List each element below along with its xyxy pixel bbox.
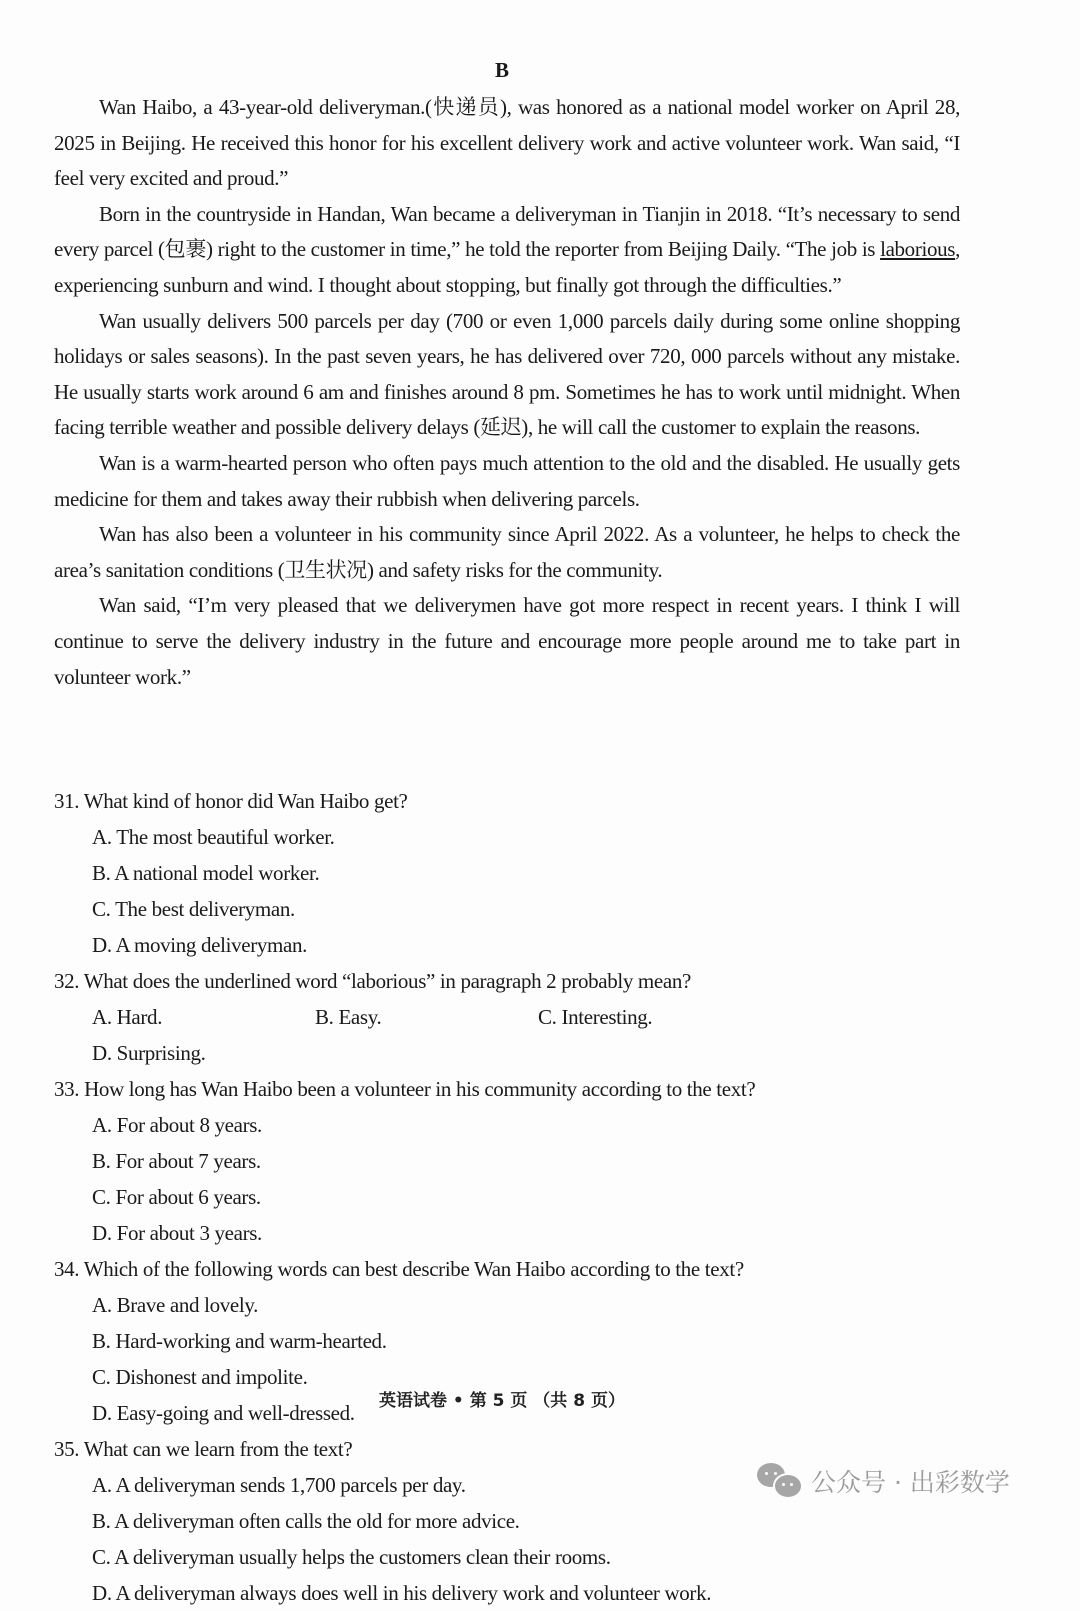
- underlined-word: laborious: [880, 237, 956, 262]
- paragraph-2: [54, 197, 960, 304]
- option-d: D. For about 3 years.: [92, 1221, 262, 1245]
- wechat-icon: [757, 1463, 803, 1499]
- question-32: [54, 963, 960, 1071]
- option-d: D. A deliveryman always does well in his delivery work and volunteer work.: [92, 1581, 712, 1605]
- options: [54, 999, 960, 1071]
- option-c: C. Dishonest and impolite.: [92, 1365, 308, 1389]
- paragraph-5: Wan has also been a volunteer in his community since April 2022. As a volunteer, he helps to check the area’s sanitation conditions (卫生状况) and safety risks for the community.: [54, 522, 960, 582]
- option-a: A. Hard.: [92, 1005, 163, 1029]
- option-b: B. Easy.: [315, 1005, 382, 1029]
- option-a: A. For about 8 years.: [92, 1113, 262, 1137]
- option-c: C. The best deliveryman.: [92, 897, 295, 921]
- options: [54, 1107, 960, 1251]
- option-c: C. A deliveryman usually helps the customers clean their rooms.: [92, 1545, 611, 1569]
- paragraph-6: Wan said, “I’m very pleased that we deliverymen have got more respect in recent years. I think I will continue to serve the delivery industry in the future and encourage more people around me to take part in volunteer work.”: [54, 593, 960, 689]
- question-stem: 32. What does the underlined word “laborious” in paragraph 2 probably mean?: [54, 969, 691, 993]
- question-stem: 35. What can we learn from the text?: [54, 1437, 353, 1461]
- watermark-text: 公众号 · 出彩数学: [811, 1468, 1010, 1497]
- option-b: B. Hard-working and warm-hearted.: [92, 1329, 387, 1353]
- option-b: B. For about 7 years.: [92, 1149, 261, 1173]
- reading-passage: [54, 90, 960, 695]
- question-31: [54, 783, 960, 963]
- option-a: A. A deliveryman sends 1,700 parcels per day.: [92, 1473, 466, 1497]
- page-footer: 英语试卷 • 第 5 页 （共 8 页）: [379, 1391, 625, 1411]
- option-d: D. Easy-going and well-dressed.: [92, 1401, 355, 1425]
- question-stem: 34. Which of the following words can best describe Wan Haibo according to the text?: [54, 1257, 744, 1281]
- options: [54, 819, 960, 963]
- question-35: [54, 1431, 960, 1611]
- option-d: D. Surprising.: [92, 1041, 206, 1065]
- option-d: D. A moving deliveryman.: [92, 933, 307, 957]
- option-a: A. Brave and lovely.: [92, 1293, 259, 1317]
- option-c: C. Interesting.: [538, 1005, 653, 1029]
- section-title: B: [494, 58, 509, 82]
- paragraph-2-text: Born in the countryside in Handan, Wan became a deliveryman in Tianjin in 2018. “It’s necessary to send every parcel (包裹) right to the customer in time,” he told the reporter from Beijing Daily. “The job is: [54, 201, 960, 262]
- question-33: [54, 1071, 960, 1251]
- question-stem: 33. How long has Wan Haibo been a volunteer in his community according to the text?: [54, 1077, 756, 1101]
- option-a: A. The most beautiful worker.: [92, 825, 335, 849]
- paragraph-4: Wan is a warm-hearted person who often pays much attention to the old and the disabled. He usually gets medicine for them and takes away their rubbish when delivering parcels.: [54, 450, 960, 511]
- paragraph-2-text-end: , experiencing sunburn and wind. I thought about stopping, but finally got through the difficulties.”: [54, 237, 960, 297]
- option-b: B. A deliveryman often calls the old for more advice.: [92, 1509, 520, 1533]
- question-stem: 31. What kind of honor did Wan Haibo get?: [54, 789, 408, 813]
- option-b: B. A national model worker.: [92, 861, 320, 885]
- watermark: [757, 1463, 1010, 1499]
- option-c: C. For about 6 years.: [92, 1185, 261, 1209]
- paragraph-3: Wan usually delivers 500 parcels per day (700 or even 1,000 parcels daily during some online shopping holidays or sales seasons). In the past seven years, he has delivered over 720, 000 parcels without any mistake. He usually starts work around 6 am and finishes around 8 pm. Sometimes he has to work until midnight. When facing terrible weather and possible delivery delays (延迟), he will call the customer to explain the reasons.: [54, 308, 960, 440]
- paragraph-1: Wan Haibo, a 43-year-old deliveryman.(快递员), was honored as a national model worker on April 28, 2025 in Beijing. He received this honor for his excellent delivery work and active volunteer work. Wan said, “I feel very excited and proud.”: [54, 95, 960, 191]
